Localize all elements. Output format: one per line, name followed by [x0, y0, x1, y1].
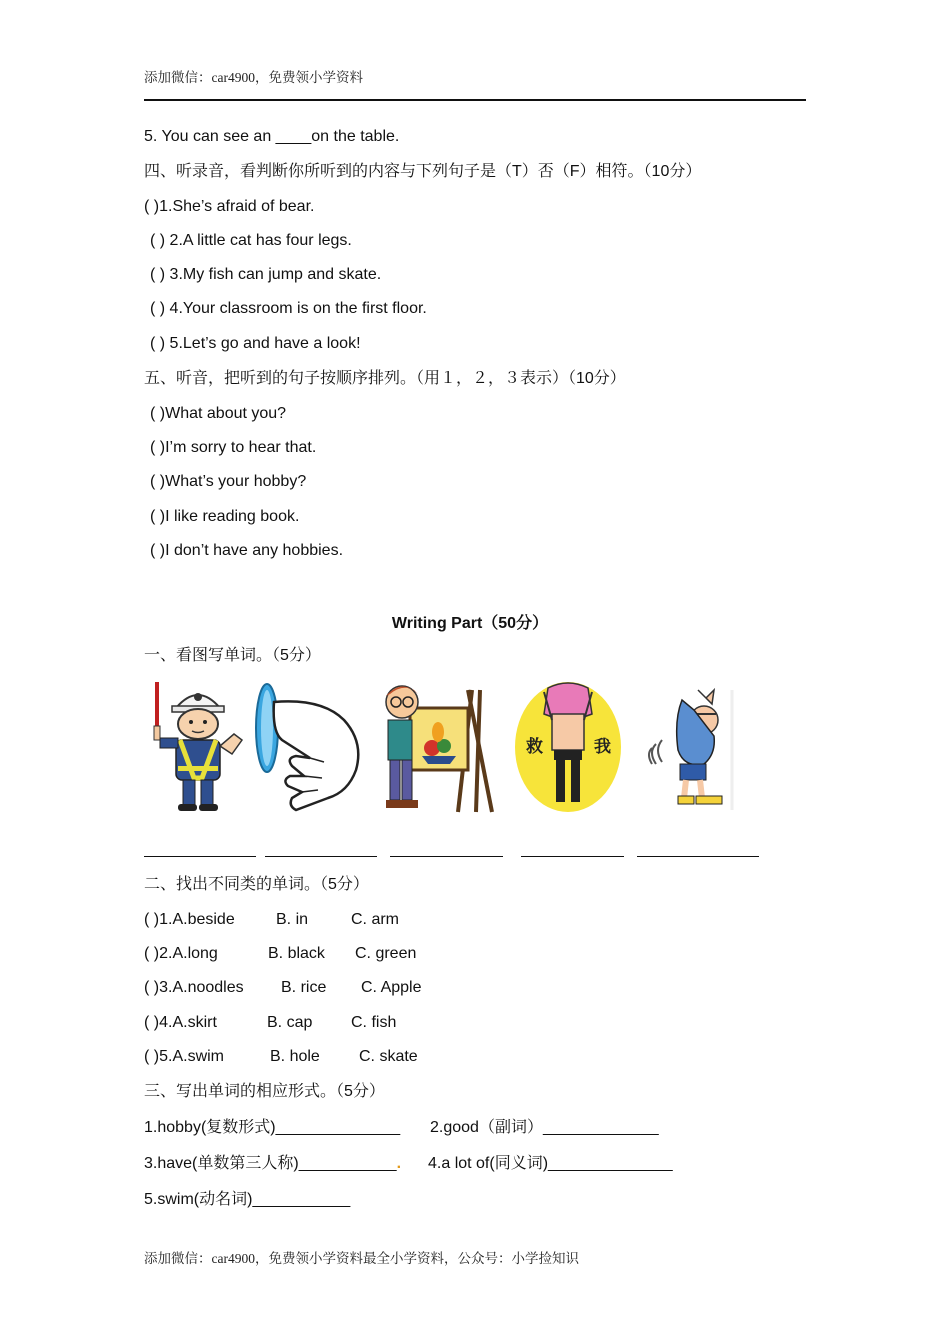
word-form-3 [144, 1154, 401, 1174]
falling-man-picture [644, 680, 736, 815]
odd-one-row-3-b: B. rice [281, 979, 327, 996]
tf-item-2: ( ) 2.A little cat has four legs. [150, 232, 352, 249]
odd-one-row-5-a: ( )5.A.swim [144, 1048, 224, 1065]
order-item-5: ( )I don’t have any hobbies. [150, 542, 344, 559]
word-form-5: 5.swim(动名词)___________ [144, 1191, 351, 1208]
odd-one-row-1-c: C. arm [351, 911, 399, 928]
odd-one-row-1-b: B. in [276, 911, 309, 928]
answer-blank-1[interactable] [144, 856, 256, 857]
answer-blank-4[interactable] [521, 856, 624, 857]
odd-one-row-5-c: C. skate [359, 1048, 418, 1065]
tf-item-1: ( )1.She’s afraid of bear. [144, 198, 315, 215]
odd-one-row-4-a: ( )4.A.skirt [144, 1014, 217, 1031]
sign-char-right: 我 [594, 737, 611, 757]
sign-char-left: 救 [526, 737, 543, 757]
odd-one-row-1-a: ( )1.A.beside [144, 911, 235, 928]
listening-question-5: 5. You can see an ____on the table. [144, 128, 400, 145]
orange-dot: . [396, 1155, 402, 1172]
writing-3-heading: 三、写出单词的相应形式。（5分） [144, 1083, 385, 1100]
answer-blank-3[interactable] [390, 856, 503, 857]
odd-one-row-2-b: B. black [268, 945, 325, 962]
odd-one-row-2-c: C. green [355, 945, 417, 962]
order-item-1: ( )What about you? [150, 405, 287, 422]
writing-2-heading: 二、找出不同类的单词。（5分） [144, 876, 369, 893]
word-form-3-text: 3.have(单数第三人称)___________ [144, 1155, 397, 1172]
word-form-4: 4.a lot of(同义词)______________ [428, 1155, 673, 1172]
odd-one-row-3-c: C. Apple [361, 979, 422, 996]
order-item-4: ( )I like reading book. [150, 508, 300, 525]
odd-one-row-3-a: ( )3.A.noodles [144, 979, 244, 996]
traffic-police-picture [148, 680, 248, 815]
pointing-hand-picture [252, 680, 370, 815]
odd-one-row-2-a: ( )2.A.long [144, 945, 218, 962]
odd-one-row-4-b: B. cap [267, 1014, 313, 1031]
word-form-1: 1.hobby(复数形式)______________ [144, 1119, 401, 1136]
section-4-heading: 四、听录音，看判断你所听到的内容与下列句子是（T）否（F）相符。（10分） [144, 163, 702, 180]
order-item-3: ( )What’s your hobby? [150, 473, 307, 490]
order-item-2: ( )I’m sorry to hear that. [150, 439, 317, 456]
header-rule [144, 99, 806, 101]
writing-part-title: Writing Part（50分） [391, 615, 549, 632]
odd-one-row-5-b: B. hole [270, 1048, 320, 1065]
painter-picture [380, 680, 498, 815]
answer-blank-5[interactable] [637, 856, 759, 857]
help-me-picture [512, 680, 624, 815]
page-footer: 添加微信：car4900，免费领小学资料最全小学资料，公众号：小学捡知识 [144, 1251, 579, 1266]
tf-item-4: ( ) 4.Your classroom is on the first floor. [150, 300, 427, 317]
page-header: 添加微信：car4900，免费领小学资料 [144, 70, 363, 85]
tf-item-3: ( ) 3.My fish can jump and skate. [150, 266, 382, 283]
answer-blank-2[interactable] [265, 856, 377, 857]
writing-1-heading: 一、看图写单词。（5分） [144, 647, 321, 664]
word-form-2: 2.good（副词）_____________ [430, 1119, 659, 1136]
tf-item-5: ( ) 5.Let’s go and have a look! [150, 335, 361, 352]
odd-one-row-4-c: C. fish [351, 1014, 397, 1031]
section-5-heading: 五、听音，把听到的句子按顺序排列。（用１，２，３表示）（10分） [144, 370, 626, 387]
